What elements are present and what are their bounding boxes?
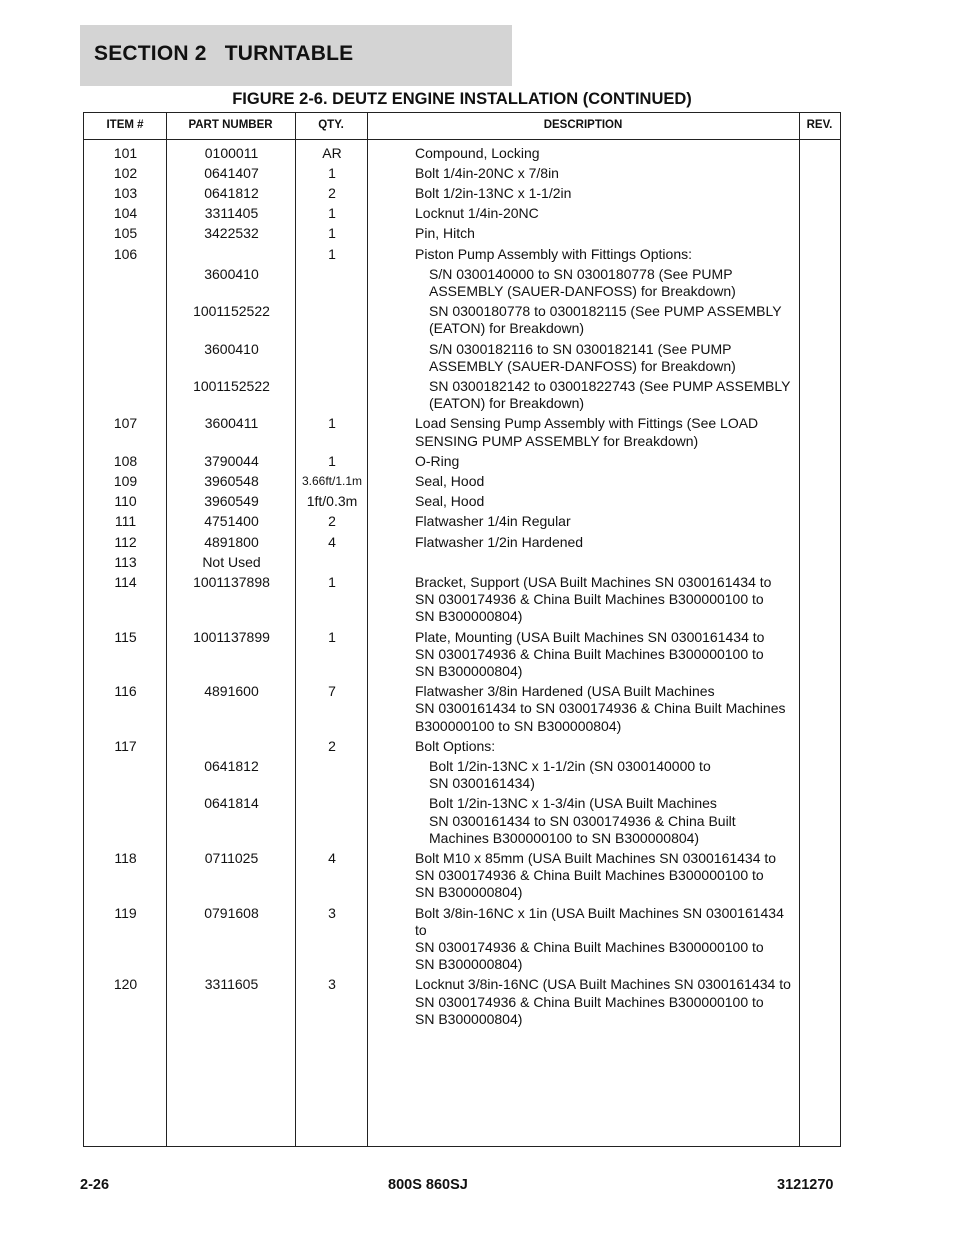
header-divider (84, 139, 840, 140)
description: Locknut 1/4in-20NC (415, 205, 539, 222)
table-row (84, 205, 840, 222)
table-row (84, 165, 840, 182)
description: Bolt M10 x 85mm (USA Built Machines SN 0300161434 to SN 0300174936 & China Built Machines B300000100 to SN B300000804) (415, 850, 777, 901)
quantity: 1ft/0.3m (306, 493, 358, 510)
description: Load Sensing Pump Assembly with Fittings (See LOAD SENSING PUMP ASSEMBLY for Breakdown) (415, 415, 759, 449)
table-row (84, 513, 840, 530)
item-number: 102 (113, 164, 138, 181)
revision (800, 453, 840, 470)
part-number: 0641812 (204, 184, 259, 201)
part-number: 0641407 (204, 164, 259, 181)
description: Bracket, Support (USA Built Machines SN 0300161434 to SN 0300174936 & China Built Machines B300000100 to SN B300000804) (415, 573, 772, 625)
quantity: 4 (328, 533, 336, 550)
description (368, 554, 800, 571)
table-row (84, 850, 840, 902)
header-rev: REV. (806, 119, 833, 131)
revision (800, 266, 840, 300)
quantity (296, 554, 368, 571)
description: Bolt 1/2in-13NC x 1-1/2in (415, 184, 572, 201)
description: Locknut 3/8in-16NC (USA Built Machines SN 0300161434 to SN 0300174936 & China Built Machines B300000100 to SN B300000804) (415, 976, 791, 1027)
quantity (296, 758, 368, 792)
document-number: 3121270 (777, 1177, 834, 1193)
description: Piston Pump Assembly with Fittings Options: (415, 245, 692, 262)
description: Flatwasher 1/2in Hardened (415, 533, 584, 550)
part-number: 4891800 (204, 533, 259, 550)
item-number (84, 758, 167, 792)
part-number: 1001137898 (193, 573, 270, 590)
table-row (84, 303, 840, 337)
part-number: 3600410 (204, 340, 259, 357)
revision (800, 246, 840, 263)
description: O-Ring (415, 452, 460, 469)
item-number: 113 (114, 553, 137, 570)
table-row (84, 534, 840, 551)
part-number: 1001152522 (193, 377, 270, 394)
table-row (84, 554, 840, 571)
part-number: 3311405 (204, 205, 259, 222)
part-number: 0711025 (204, 850, 259, 867)
quantity: 3 (328, 976, 336, 993)
revision (800, 185, 840, 202)
header-item: ITEM # (106, 119, 144, 131)
description: Seal, Hood (415, 472, 485, 489)
table-row (84, 246, 840, 263)
part-number: 3960548 (204, 472, 259, 489)
table-row (84, 341, 840, 375)
item-number: 108 (113, 452, 138, 469)
part-number: 3790044 (204, 452, 259, 469)
part-number: 3311605 (204, 976, 259, 993)
description: SN 0300182142 to 03001822743 (See PUMP ASSEMBLY (EATON) for Breakdown) (429, 377, 791, 412)
revision (800, 165, 840, 182)
parts-table (83, 112, 841, 1147)
table-row (84, 795, 840, 847)
quantity: 1 (328, 628, 336, 645)
item-number: 119 (114, 904, 137, 921)
table-row (84, 185, 840, 202)
quantity: 1 (328, 415, 336, 432)
item-number: 112 (114, 533, 137, 550)
item-number: 103 (113, 184, 138, 201)
part-number: 3422532 (204, 225, 259, 242)
table-row (84, 683, 840, 735)
description: Bolt 1/4in-20NC x 7/8in (415, 164, 559, 181)
table-row (84, 905, 840, 974)
revision (800, 378, 840, 412)
table-row (84, 629, 840, 681)
revision (800, 303, 840, 337)
header-part-number: PART NUMBER (188, 119, 273, 131)
revision (800, 795, 840, 847)
item-number: 107 (113, 415, 138, 432)
part-number (167, 738, 296, 755)
quantity: 3.66ft/1.1m (301, 473, 363, 488)
item-number: 117 (114, 737, 137, 754)
item-number: 109 (113, 472, 138, 489)
table-row (84, 493, 840, 510)
quantity: 1 (328, 452, 336, 469)
item-number: 106 (113, 245, 138, 262)
description: S/N 0300182116 to SN 0300182141 (See PUMP ASSEMBLY (SAUER-DANFOSS) for Breakdown) (429, 340, 736, 374)
table-row (84, 266, 840, 300)
quantity (296, 795, 368, 847)
part-number: 0791608 (204, 904, 259, 921)
item-number: 111 (114, 513, 137, 530)
revision (800, 850, 840, 902)
part-number: 0100011 (204, 144, 259, 161)
quantity: 1 (328, 245, 336, 262)
part-number: 3600411 (204, 415, 259, 432)
quantity: 2 (328, 513, 336, 530)
description: Flatwasher 3/8in Hardened (USA Built Machines SN 0300161434 to SN 0300174936 & China Built Machines B300000100 to SN B300000804) (415, 683, 786, 734)
description: Bolt 3/8in-16NC x 1in (USA Built Machines SN 0300161434 to SN 0300174936 & China Built Machines B300000100 to SN B300000804) (415, 904, 784, 973)
revision (800, 574, 840, 626)
section-banner (80, 25, 512, 86)
item-number: 120 (113, 976, 138, 993)
description: Bolt 1/2in-13NC x 1-1/2in (SN 0300140000 to SN 0300161434) (429, 758, 711, 792)
item-number (84, 266, 167, 300)
quantity: 2 (328, 737, 336, 754)
revision (800, 225, 840, 242)
item-number: 110 (114, 493, 137, 510)
part-number: 3600410 (204, 265, 259, 282)
revision (800, 415, 840, 449)
revision (800, 145, 840, 162)
description: Plate, Mounting (USA Built Machines SN 0300161434 to SN 0300174936 & China Built Machines B300000100 to SN B300000804) (415, 628, 765, 679)
quantity: 2 (328, 184, 336, 201)
table-row (84, 225, 840, 242)
table-row (84, 574, 840, 626)
description: Compound, Locking (415, 144, 540, 161)
part-number: 1001152522 (193, 303, 270, 320)
revision (800, 683, 840, 735)
revision (800, 473, 840, 490)
quantity: 1 (328, 164, 336, 181)
table-row (84, 473, 840, 490)
description: Bolt Options: (415, 737, 496, 754)
quantity (296, 266, 368, 300)
item-number: 116 (114, 683, 137, 700)
revision (800, 205, 840, 222)
quantity: 3 (328, 904, 336, 921)
quantity: 1 (328, 225, 336, 242)
quantity: 1 (328, 205, 336, 222)
part-number: 4751400 (204, 513, 259, 530)
quantity (296, 341, 368, 375)
item-number: 118 (114, 850, 137, 867)
table-row (84, 738, 840, 755)
quantity: 4 (328, 850, 336, 867)
part-number: 0641814 (204, 795, 259, 812)
part-number (167, 246, 296, 263)
table-row (84, 415, 840, 449)
header-description: DESCRIPTION (543, 119, 623, 131)
item-number: 101 (113, 144, 138, 161)
description: S/N 0300140000 to SN 0300180778 (See PUMP ASSEMBLY (SAUER-DANFOSS) for Breakdown) (429, 265, 736, 299)
revision (800, 905, 840, 974)
part-number: Not Used (202, 553, 261, 570)
revision (800, 341, 840, 375)
revision (800, 554, 840, 571)
parts-rows (84, 141, 840, 1028)
description: Seal, Hood (415, 493, 485, 510)
quantity (296, 378, 368, 412)
description: SN 0300180778 to 0300182115 (See PUMP ASSEMBLY (EATON) for Breakdown) (429, 303, 782, 337)
revision (800, 513, 840, 530)
item-number: 114 (114, 573, 137, 590)
quantity (296, 303, 368, 337)
table-row (84, 758, 840, 792)
item-number (84, 795, 167, 847)
description: Bolt 1/2in-13NC x 1-3/4in (USA Built Machines SN 0300161434 to SN 0300174936 & China Built Machines B300000100 to SN B300000804) (429, 795, 736, 846)
revision (800, 738, 840, 755)
table-row (84, 976, 840, 1028)
part-number: 3960549 (204, 493, 259, 510)
quantity: 1 (328, 573, 336, 590)
figure-title: FIGURE 2-6. DEUTZ ENGINE INSTALLATION (CONTINUED) (232, 90, 692, 108)
revision (800, 534, 840, 551)
revision (800, 629, 840, 681)
revision (800, 493, 840, 510)
item-number: 105 (113, 225, 138, 242)
section-title: SECTION 2 TURNTABLE (94, 42, 354, 65)
model-number: 800S 860SJ (388, 1177, 468, 1193)
description: Flatwasher 1/4in Regular (415, 513, 571, 530)
item-number (84, 378, 167, 412)
description: Pin, Hitch (415, 225, 475, 242)
revision (800, 758, 840, 792)
table-row (84, 145, 840, 162)
part-number: 1001137899 (193, 628, 270, 645)
part-number: 0641812 (204, 758, 259, 774)
item-number: 115 (114, 628, 137, 645)
page-number: 2-26 (80, 1177, 110, 1193)
table-row (84, 453, 840, 470)
item-number: 104 (113, 205, 138, 222)
part-number: 4891600 (204, 683, 259, 700)
quantity: 7 (328, 683, 336, 700)
table-row (84, 378, 840, 412)
quantity: AR (322, 144, 342, 161)
item-number (84, 303, 167, 337)
revision (800, 976, 840, 1028)
item-number (84, 341, 167, 375)
header-qty: QTY. (318, 119, 344, 131)
